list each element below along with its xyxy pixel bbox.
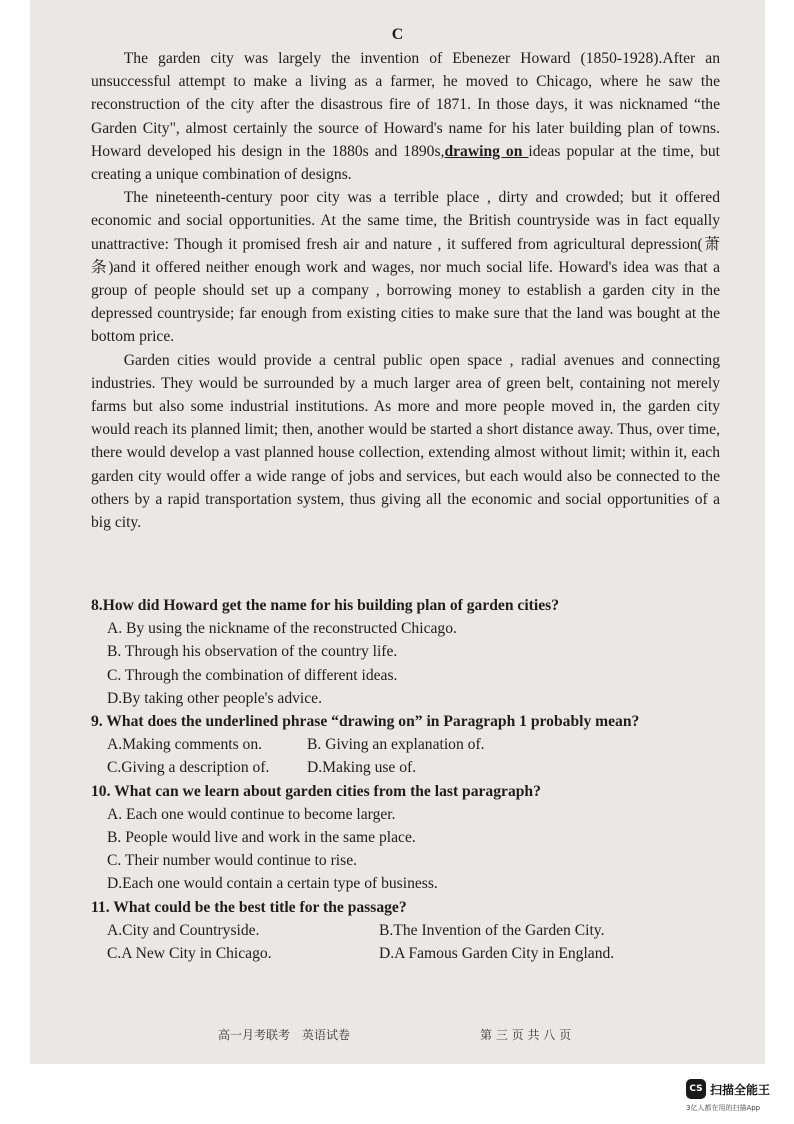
footer-page-number: 第 三 页 共 八 页 — [480, 1028, 572, 1042]
question-list — [91, 594, 731, 965]
reading-passage — [91, 47, 720, 534]
paragraph-2: The nineteenth-century poor city was a terrible place , dirty and crowded; but it offered economic and social opportunities. At the same time, the British countryside was in fact equally unattractive: Though it promised fresh air and nature , it suffered from agricultural depression(萧条)and it offered neither enough work and wages, nor much social life. Howard's idea was that a group of people should set up a company , borrowing money to establish a garden city in the depressed countryside; far enough from existing cities to make sure that the land was bought at the bottom price. — [91, 189, 720, 346]
question-9-stem: 9. What does the underlined phrase “drawing on” in Paragraph 1 probably mean? — [91, 713, 640, 731]
paragraph-1 — [91, 47, 720, 186]
question-10-option-b: B. People would live and work in the same place. — [107, 829, 416, 847]
question-9-row-1 — [107, 733, 731, 756]
scanner-app-name: 扫描全能王 — [710, 1082, 771, 1097]
section-letter: C — [391, 26, 404, 43]
question-11-option-a: A.City and Countryside. — [107, 921, 260, 939]
question-9-option-b: B. Giving an explanation of. — [307, 736, 485, 754]
question-9-option-c: C.Giving a description of. — [107, 759, 270, 777]
question-11-option-c: C.A New City in Chicago. — [107, 945, 272, 963]
question-8-option-c: C. Through the combination of different ideas. — [107, 666, 398, 684]
question-10-option-d: D.Each one would contain a certain type of business. — [107, 875, 438, 893]
paragraph-1-text-before: The garden city was largely the invention of Ebenezer Howard (1850-1928).After an unsuccessful attempt to make a living as a farmer, he moved to Chicago, where he saw the reconstruction of the city after the disastrous fire of 1871. In those days, it was nicknamed “the Garden City", almost certainly the source of Howard's name for his later building plan of towns. Howard developed his design in the 1880s and 1890s, — [91, 50, 720, 160]
question-11-stem: 11. What could be the best title for the passage? — [91, 898, 407, 916]
question-9-option-a: A.Making comments on. — [107, 736, 263, 754]
question-8-option-b: B. Through his observation of the country life. — [107, 643, 398, 661]
question-11-row-2 — [107, 942, 731, 965]
footer-exam-title: 高一月考联考 英语试卷 — [218, 1028, 351, 1042]
question-10-option-c: C. Their number would continue to rise. — [107, 852, 358, 870]
camscanner-logo-icon: CS — [686, 1079, 706, 1099]
question-9-row-2 — [107, 756, 731, 779]
question-8-option-a: A. By using the nickname of the reconstructed Chicago. — [107, 620, 457, 638]
question-11-option-d: D.A Famous Garden City in England. — [379, 945, 615, 963]
question-8-option-d: D.By taking other people's advice. — [107, 689, 323, 707]
question-8-stem: 8.How did Howard get the name for his building plan of garden cities? — [91, 597, 559, 614]
scanner-badge — [686, 1079, 770, 1099]
question-11-option-b: B.The Invention of the Garden City. — [379, 921, 605, 939]
question-11-row-1 — [107, 919, 731, 942]
question-10-stem: 10. What can we learn about garden cities from the last paragraph? — [91, 782, 541, 800]
scanner-app-tagline: 3亿人都在用的扫描App — [686, 1104, 761, 1112]
underlined-phrase: drawing on — [444, 142, 529, 160]
paragraph-1-text-after: ideas popular at the time, but creating a unique combination of designs. — [91, 142, 720, 184]
question-9-option-d: D.Making use of. — [307, 759, 417, 777]
paragraph-3: Garden cities would provide a central public open space , radial avenues and connecting industries. They would be surrounded by a much larger area of green belt, containing not merely farms but also some industrial institutions. As more and more people moved in, the garden city would reach its planned limit; then, another would be started a short distance away. Thus, over time, there would develop a vast planned house collection, extending almost without limit; within it, each garden city would offer a wide range of jobs and services, but each would also be connected to the others by a rapid transportation system, thus giving all the economic and social opportunities of a big city. — [91, 351, 720, 532]
exam-page — [30, 0, 765, 1064]
question-10-option-a: A. Each one would continue to become larger. — [107, 805, 396, 823]
